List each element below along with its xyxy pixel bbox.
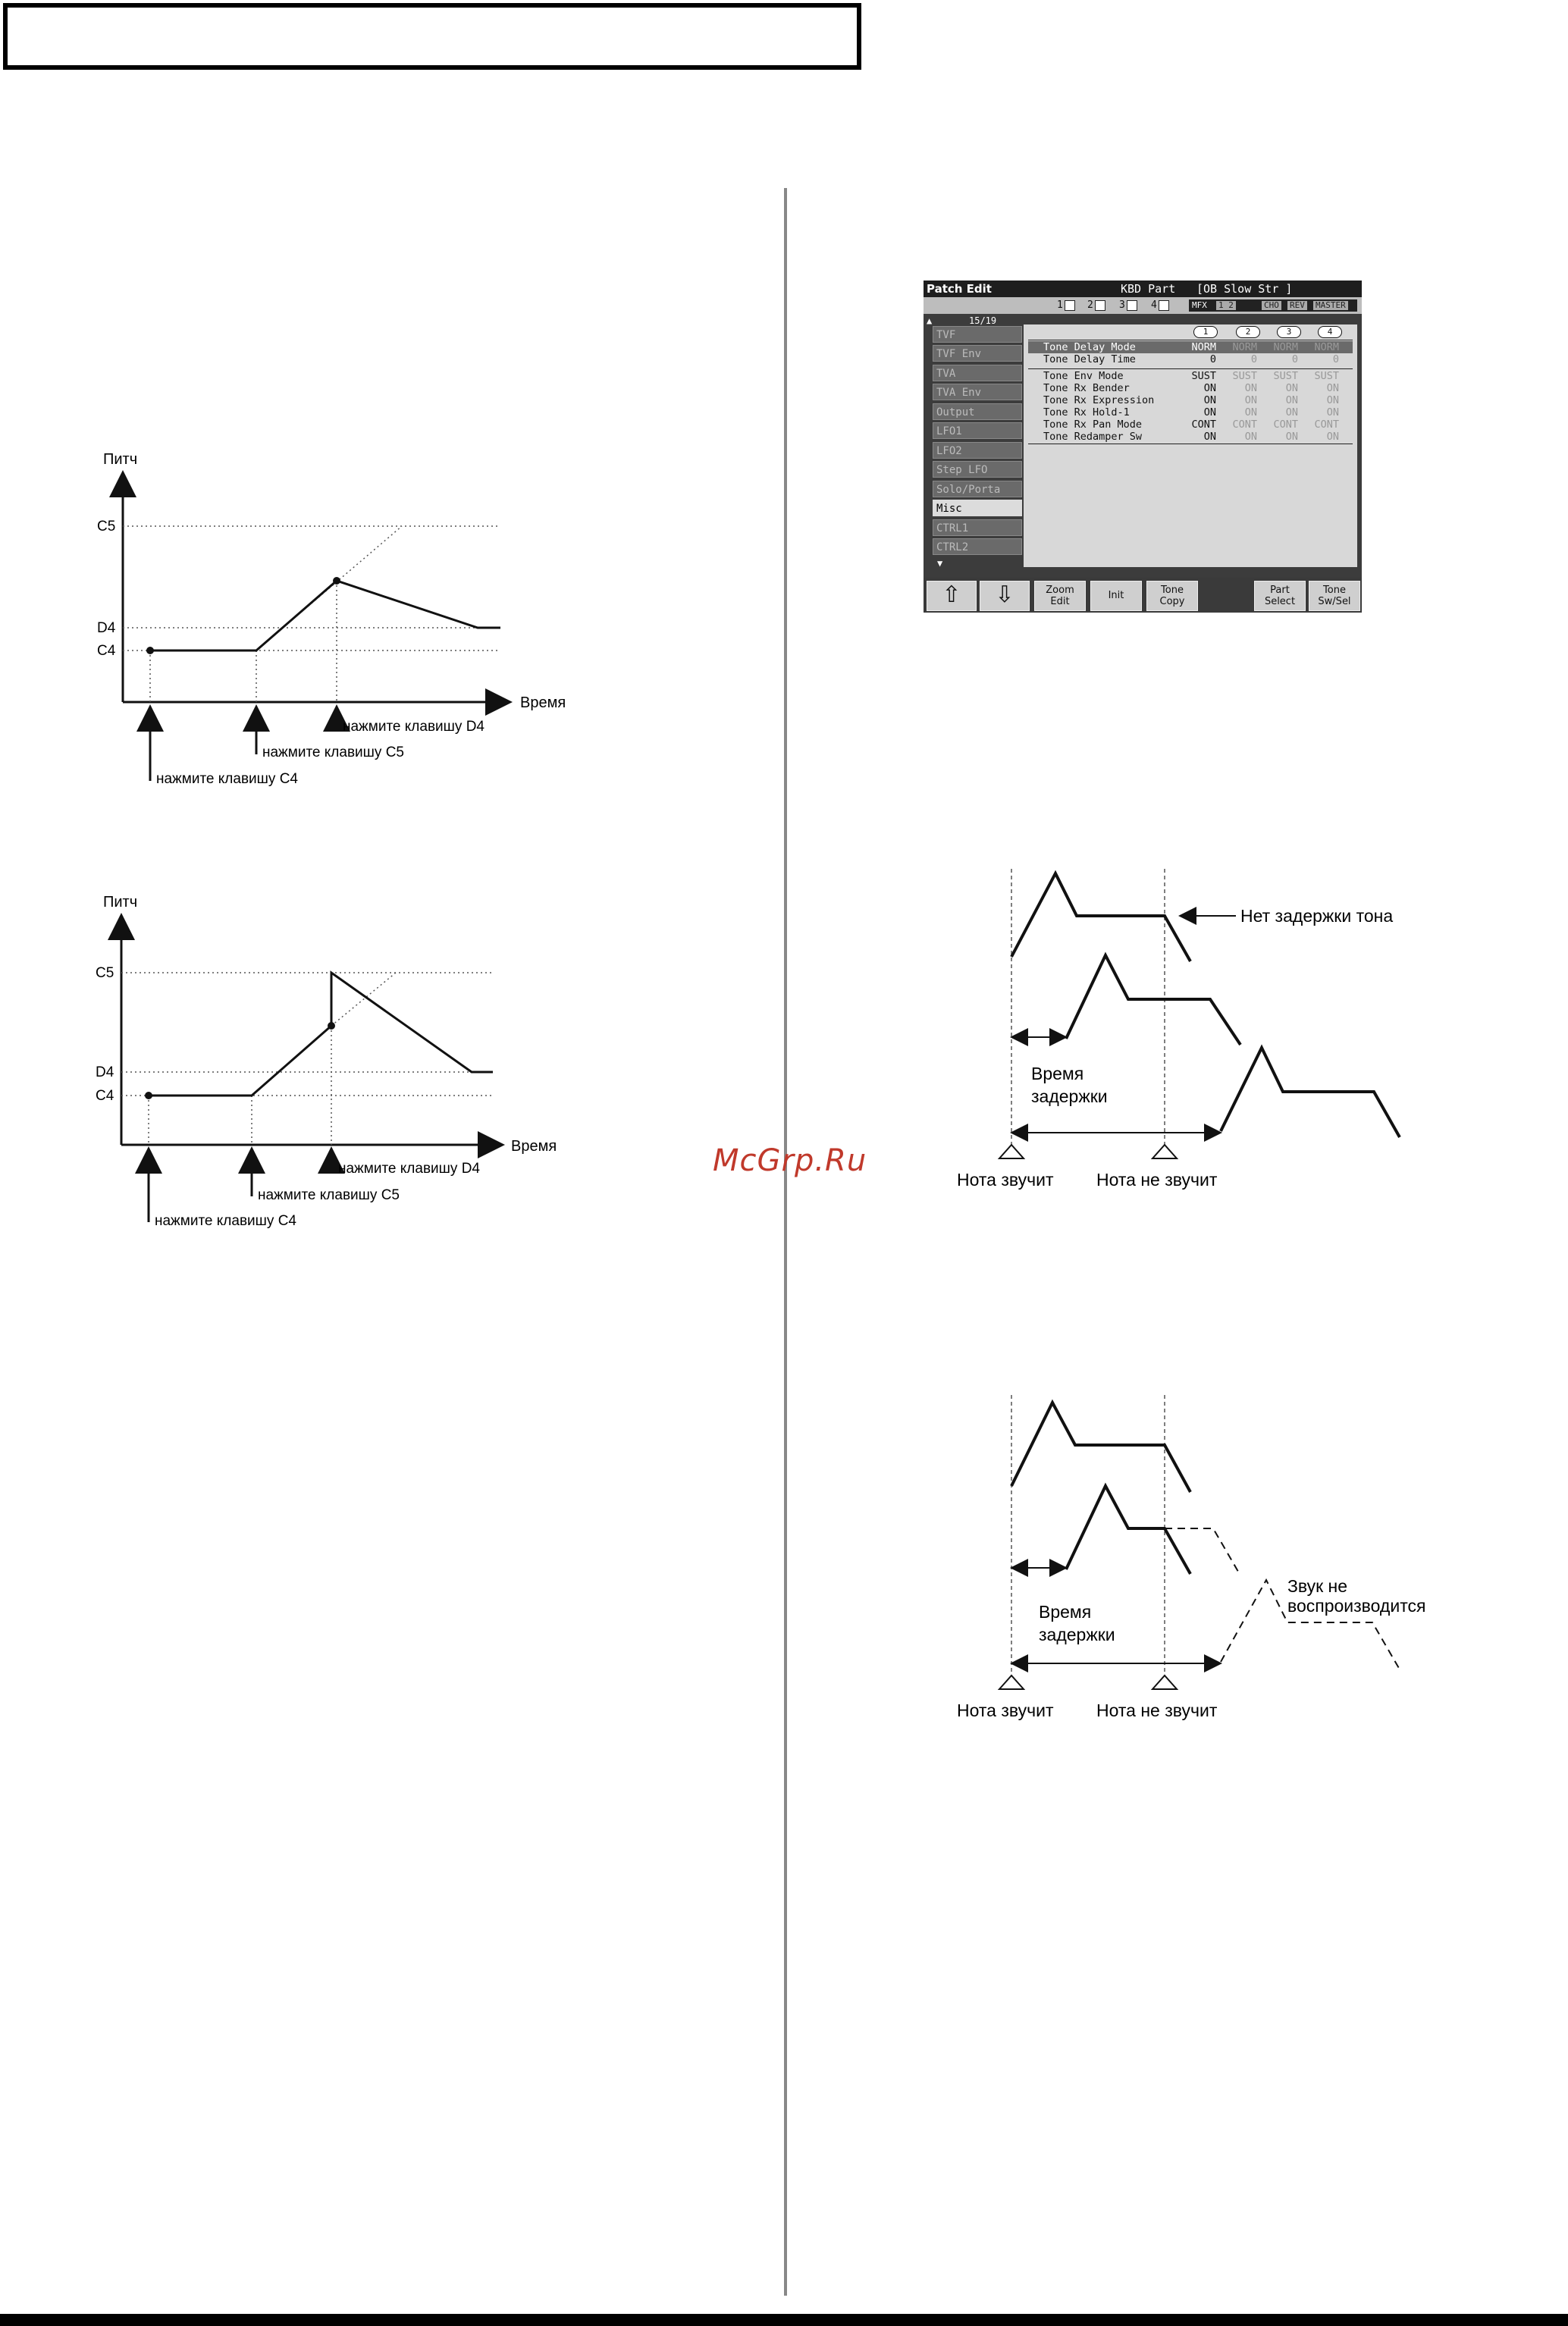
part-2-checkbox[interactable]: 2 [1087, 299, 1105, 312]
part-1-checkbox[interactable]: 1 [1057, 299, 1075, 312]
down-arrow-button[interactable] [980, 581, 1030, 611]
init-button[interactable]: Init [1090, 581, 1142, 611]
up-arrow-button[interactable] [927, 581, 977, 611]
pitch-chart-1 [0, 0, 781, 834]
pitch-curve [149, 973, 493, 1096]
note-on-marker [999, 1145, 1024, 1158]
note-on-label: Нота звучит [957, 1170, 1054, 1190]
delay-label-2: задержки [1039, 1625, 1115, 1644]
watermark: McGrp.Ru [713, 1143, 867, 1178]
note-off-marker [1152, 1145, 1177, 1158]
y-axis-label: Питч [103, 451, 138, 468]
envelope-first [1011, 1403, 1190, 1492]
sidebar-item-step-lfo[interactable]: Step LFO [933, 461, 1022, 478]
sidebar-item-misc[interactable]: Misc [933, 500, 1022, 516]
delay-label-1: Время [1031, 1064, 1084, 1083]
tick-c5: C5 [97, 519, 116, 534]
param-panel [1024, 324, 1357, 567]
sidebar-item-lfo2[interactable]: LFO2 [933, 442, 1022, 459]
annotation-c4: нажмите клавишу C4 [156, 771, 298, 787]
sidebar-item-output[interactable]: Output [933, 403, 1022, 420]
sidebar-item-solo-porta[interactable]: Solo/Porta [933, 481, 1022, 497]
no-delay-label: Нет задержки тона [1240, 906, 1394, 926]
tone-delay-diagram [940, 857, 1425, 1205]
envelope-second [1066, 1486, 1190, 1574]
annotation-c5: нажмите клавишу C5 [258, 1187, 400, 1203]
y-axis-label: Питч [103, 894, 138, 911]
x-axis-label: Время [520, 694, 566, 711]
no-sound-label-2: воспроизводится [1287, 1596, 1426, 1616]
tick-c4: C4 [96, 1088, 114, 1104]
zoom-edit-button[interactable]: Zoom Edit [1034, 581, 1086, 611]
param-row-tone-rx-hold-1[interactable]: Tone Rx Hold-1 ON ON ON ON [1043, 406, 1339, 418]
sidebar-item-tvf[interactable]: TVF [933, 326, 1022, 343]
scroll-up-icon: ▲ [927, 315, 933, 326]
sidebar-item-ctrl1[interactable]: CTRL1 [933, 519, 1022, 536]
tick-d4: D4 [96, 1064, 114, 1080]
lcd-part: KBD Part [1121, 282, 1176, 296]
column-divider [784, 188, 787, 2296]
lcd-screen [924, 281, 1362, 613]
arrow-down-icon: ⇩ [995, 582, 1014, 608]
part-3-checkbox[interactable]: 3 [1119, 299, 1137, 312]
param-row-tone-rx-pan-mode[interactable]: Tone Rx Pan Mode CONT CONT CONT CONT [1043, 418, 1339, 431]
arrow-up-icon: ⇧ [942, 582, 961, 608]
tick-c4: C4 [97, 643, 116, 659]
sidebar-item-tvf-env[interactable]: TVF Env [933, 345, 1022, 362]
sidebar-header [927, 315, 1030, 326]
note-off-label: Нота не звучит [1096, 1170, 1218, 1190]
lcd-patch-name: [OB Slow Str ] [1196, 282, 1293, 296]
tone-sw-sel-button[interactable]: Tone Sw/Sel [1309, 581, 1360, 611]
part-4-checkbox[interactable]: 4 [1151, 299, 1169, 312]
footer-bar [0, 2314, 1568, 2326]
sidebar-item-tva-env[interactable]: TVA Env [933, 384, 1022, 400]
lcd-title-bar [924, 281, 1362, 297]
lcd-part-bar [924, 297, 1362, 314]
tone-4-header: 4 [1318, 326, 1342, 338]
sidebar-item-ctrl2[interactable]: CTRL2 [933, 538, 1022, 555]
tone-3-header: 3 [1277, 326, 1301, 338]
param-row-tone-delay-mode[interactable]: Tone Delay Mode NORM NORM NORM NORM [1028, 341, 1353, 353]
param-row-tone-rx-bender[interactable]: Tone Rx Bender ON ON ON ON [1043, 382, 1339, 394]
sidebar-item-tva[interactable]: TVA [933, 365, 1022, 381]
pitch-chart-2 [0, 879, 781, 1243]
tick-d4: D4 [97, 620, 116, 636]
lcd-title: Patch Edit [927, 282, 992, 296]
scroll-down-icon: ▼ [937, 558, 943, 569]
delay-label-1: Время [1039, 1602, 1092, 1622]
tone-2-header: 2 [1236, 326, 1260, 338]
tick-c5: C5 [96, 965, 114, 981]
pitch-curve [150, 581, 500, 650]
note-on-marker [999, 1676, 1024, 1689]
sidebar-item-lfo1[interactable]: LFO1 [933, 422, 1022, 439]
param-row-tone-redamper-sw[interactable]: Tone Redamper Sw ON ON ON ON [1043, 431, 1339, 443]
part-select-button[interactable]: Part Select [1254, 581, 1306, 611]
param-row-tone-delay-time[interactable]: Tone Delay Time 0 0 0 0 [1043, 353, 1339, 365]
envelope-delayed-after-off [1221, 1048, 1400, 1137]
x-axis-label: Время [511, 1138, 557, 1155]
page-indicator: 15/19 [969, 315, 997, 326]
effects-indicator: MFX 1 2 CHO REV MASTER [1189, 299, 1357, 312]
envelope-no-delay [1011, 873, 1190, 961]
function-button-bar [924, 578, 1362, 613]
note-on-label: Нота звучит [957, 1701, 1054, 1720]
tone-copy-button[interactable]: Tone Copy [1146, 581, 1198, 611]
param-row-tone-env-mode[interactable]: Tone Env Mode SUST SUST SUST SUST [1043, 370, 1339, 382]
envelope-delayed [1066, 955, 1240, 1045]
annotation-c4: нажмите клавишу C4 [155, 1213, 296, 1229]
note-off-label: Нота не звучит [1096, 1701, 1218, 1720]
param-row-tone-rx-expression[interactable]: Tone Rx Expression ON ON ON ON [1043, 394, 1339, 406]
delay-label-2: задержки [1031, 1086, 1108, 1106]
annotation-d4: нажмите клавишу D4 [343, 719, 485, 735]
no-sound-label-1: Звук не [1287, 1576, 1348, 1596]
note-off-marker [1152, 1676, 1177, 1689]
tone-delay-hold-diagram [940, 1387, 1441, 1736]
tone-1-header: 1 [1193, 326, 1218, 338]
annotation-c5: нажмите клавишу C5 [262, 745, 404, 760]
annotation-d4: нажмите клавишу D4 [338, 1161, 480, 1177]
